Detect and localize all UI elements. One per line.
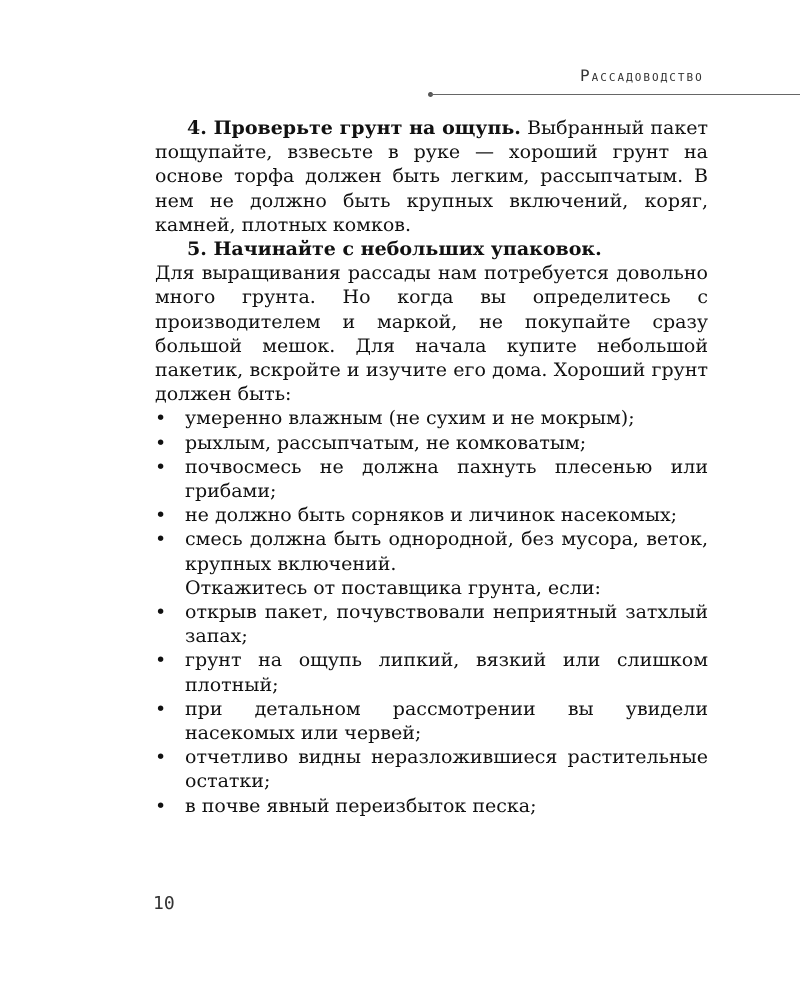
good-soil-list [155, 406, 708, 575]
bullet-icon: • [155, 649, 167, 672]
list-item: • при детальном рассмотрении вы увидели насекомых или червей; [155, 697, 708, 745]
bullet-icon: • [155, 455, 167, 478]
list-item: • смесь должна быть однородной, без мусора, веток, крупных включений. [155, 528, 708, 575]
list-item: • умеренно влажным (не сухим и не мокрым); [155, 407, 635, 430]
page-body [155, 116, 708, 818]
bullet-icon: • [155, 601, 167, 624]
bullet-icon: • [155, 528, 167, 551]
reject-intro: Откажитесь от поставщика грунта, если: [185, 576, 601, 599]
tip-4-heading: 4. Проверьте грунт на ощупь. [187, 117, 521, 139]
tip-4-text: Выбранный пакет пощупайте, взвесьте в руке — хороший грунт на основе торфа должен быть легким, рассыпчатым. В нем не должно быть крупных включений, коряг, камней, плотных комков. [155, 117, 708, 236]
header-rule [430, 94, 800, 95]
list-item: • отчетливо видны неразложившиеся растительные остатки; [155, 746, 708, 793]
list-item: • рыхлым, рассыпчатым, не комковатым; [155, 431, 587, 454]
bullet-icon: • [155, 697, 167, 720]
list-item: • почвосмесь не должна пахнуть плесенью или грибами; [155, 455, 708, 503]
paragraph-tip-4 [155, 116, 708, 237]
reject-soil-list [155, 600, 708, 818]
bullet-icon: • [155, 407, 167, 430]
running-header-title: Рассадоводство [580, 66, 704, 85]
bullet-icon: • [155, 504, 167, 527]
tip-5-heading: 5. Начинайте с небольших упаковок. [187, 238, 602, 261]
list-item: • грунт на ощупь липкий, вязкий или слишком плотный; [155, 649, 708, 696]
list-item: • в почве явный переизбыток песка; [155, 794, 537, 817]
paragraph-tip-5-text: Для выращивания рассады нам потребуется довольно много грунта. Но когда вы определитесь с производителем и маркой, не покупайте сразу большой мешок. Для начала купите небольшой пакетик, вскройте и изучите его дома. Хороший грунт должен быть: [155, 262, 708, 406]
paragraph-tip-5-heading [155, 237, 708, 261]
bullet-icon: • [155, 746, 167, 769]
list-item: • открыв пакет, почувствовали неприятный затхлый запах; [155, 601, 708, 648]
page-number: 10 [153, 893, 175, 914]
list-item: • не должно быть сорняков и личинок насекомых; [155, 504, 678, 527]
bullet-icon: • [155, 794, 167, 817]
bullet-icon: • [155, 431, 167, 454]
